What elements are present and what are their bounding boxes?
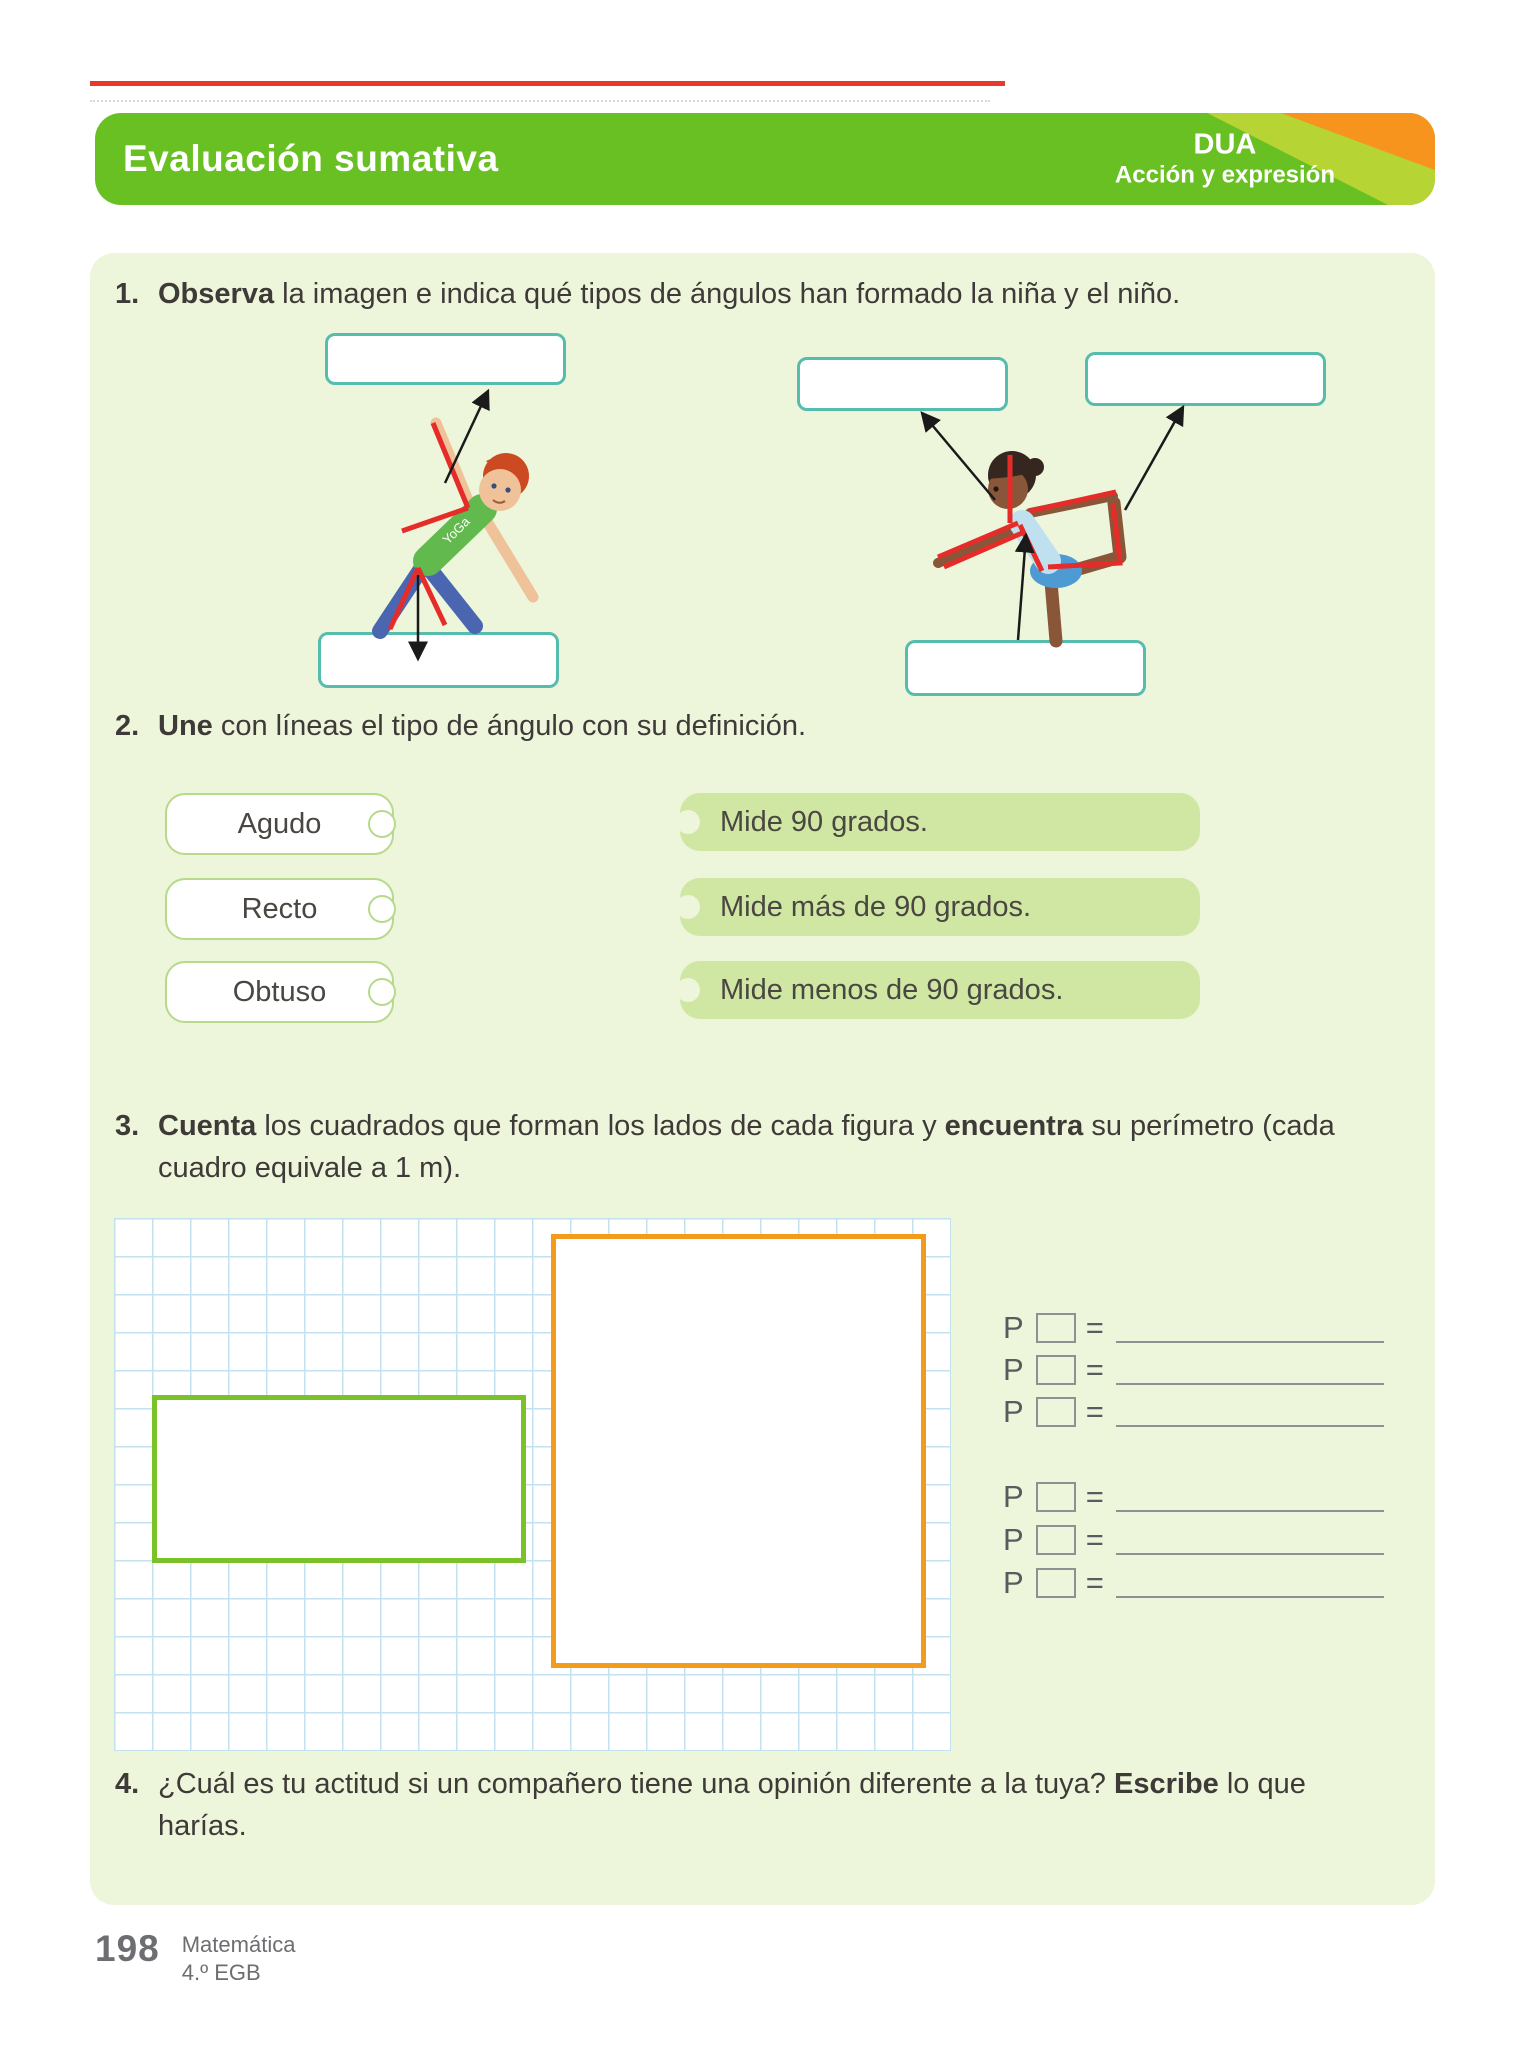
- top-red-rule: [90, 81, 1005, 86]
- angle-pill-label: Recto: [241, 892, 318, 925]
- figure-color-box: [1036, 1397, 1076, 1427]
- angle-pill-obtuso[interactable]: [165, 961, 394, 1023]
- connector-dot[interactable]: [676, 810, 700, 834]
- angle-pill-label: Agudo: [237, 807, 322, 840]
- figure-color-box: [1036, 1355, 1076, 1385]
- page-footer: [95, 1928, 295, 1986]
- connector-dot[interactable]: [368, 895, 396, 923]
- perimeter-label: P: [1003, 1394, 1024, 1429]
- perimeter-label: P: [1003, 1565, 1024, 1600]
- question-1: [115, 273, 1395, 315]
- definition-pill-label: Mide más de 90 grados.: [720, 890, 1032, 923]
- figure-color-box: [1036, 1568, 1076, 1598]
- perimeter-answer-line[interactable]: [1116, 1349, 1384, 1385]
- squared-grid: [114, 1218, 951, 1751]
- question-4: [115, 1763, 1387, 1847]
- definition-pill-menos-90[interactable]: [680, 961, 1200, 1019]
- arrow-to-right-box-icon: [1125, 407, 1183, 510]
- definition-pill-label: Mide menos de 90 grados.: [720, 973, 1064, 1006]
- angle-pill-label: Obtuso: [232, 975, 327, 1008]
- top-dotted-rule: [90, 100, 990, 102]
- perimeter-row: [1003, 1345, 1384, 1385]
- page-title: Evaluación sumativa: [123, 138, 499, 179]
- perimeter-label: P: [1003, 1310, 1024, 1345]
- boy-shirt-label: YoGa: [439, 513, 473, 548]
- perimeter-answer-line[interactable]: [1116, 1519, 1384, 1555]
- perimeter-answer-line[interactable]: [1116, 1476, 1384, 1512]
- question-2-number: 2.: [115, 710, 140, 742]
- perimeter-row: [1003, 1472, 1384, 1512]
- question-3-text: Cuenta los cuadrados que forman los lados de cada figura y encuentra su perímetro (cada cuadro equivale a 1 m).: [158, 1110, 1335, 1185]
- footer-meta: [182, 1928, 296, 1986]
- arrow-to-bottom-box-icon: [1018, 535, 1026, 640]
- perimeter-label: P: [1003, 1352, 1024, 1387]
- perimeter-answer-line[interactable]: [1116, 1391, 1384, 1427]
- question-2: [115, 705, 1395, 747]
- footer-subject: Matemática: [181, 1932, 296, 1957]
- angle-pill-recto[interactable]: [165, 878, 394, 940]
- figure-color-box: [1036, 1313, 1076, 1343]
- content-panel: [90, 253, 1435, 1905]
- question-3-number: 3.: [115, 1110, 140, 1142]
- perimeter-answer-line[interactable]: [1116, 1562, 1384, 1598]
- perimeter-row: [1003, 1515, 1384, 1555]
- question-1-text: Observa la imagen e indica qué tipos de ángulos han formado la niña y el niño.: [158, 278, 1181, 310]
- definition-pill-label: Mide 90 grados.: [720, 805, 928, 838]
- perimeter-row: [1003, 1558, 1384, 1598]
- figure-color-box: [1036, 1482, 1076, 1512]
- question-3: [115, 1105, 1370, 1189]
- perimeter-answer-line[interactable]: [1116, 1307, 1384, 1343]
- dua-badge-subtitle: Acción y expresión: [1114, 161, 1335, 189]
- arrow-to-top-box-icon: [445, 391, 488, 483]
- perimeter-label: P: [1003, 1522, 1024, 1557]
- question-1-number: 1.: [115, 278, 140, 310]
- boy-yoga-illustration: [290, 373, 570, 663]
- connector-dot[interactable]: [676, 978, 700, 1002]
- equals-sign: =: [1085, 1565, 1104, 1600]
- arrow-to-left-box-icon: [922, 413, 995, 500]
- equals-sign: =: [1085, 1479, 1104, 1514]
- equals-sign: =: [1085, 1352, 1104, 1387]
- equals-sign: =: [1085, 1394, 1104, 1429]
- green-rectangle-figure: [152, 1395, 526, 1563]
- perimeter-row: [1003, 1387, 1384, 1427]
- question-4-number: 4.: [115, 1768, 140, 1800]
- question-2-text: Une con líneas el tipo de ángulo con su definición.: [158, 710, 807, 742]
- equals-sign: =: [1085, 1310, 1104, 1345]
- connector-dot[interactable]: [368, 810, 396, 838]
- section-banner: [95, 113, 1435, 205]
- girl-yoga-illustration: [880, 375, 1200, 665]
- question-4-text: ¿Cuál es tu actitud si un compañero tiene una opinión diferente a la tuya? Escribe lo que harías.: [158, 1768, 1306, 1843]
- figure-color-box: [1036, 1525, 1076, 1555]
- equals-sign: =: [1085, 1522, 1104, 1557]
- orange-rectangle-figure: [551, 1234, 926, 1668]
- footer-grade: 4.º EGB: [181, 1959, 261, 1985]
- connector-dot[interactable]: [676, 895, 700, 919]
- perimeter-label: P: [1003, 1479, 1024, 1514]
- dua-badge-title: DUA: [1193, 128, 1257, 161]
- perimeter-row: [1003, 1303, 1384, 1343]
- dua-badge: [1115, 129, 1335, 190]
- definition-pill-mas-90[interactable]: [680, 878, 1200, 936]
- page-number: 198: [95, 1928, 160, 1969]
- angle-pill-agudo[interactable]: [165, 793, 394, 855]
- connector-dot[interactable]: [368, 978, 396, 1006]
- definition-pill-90[interactable]: [680, 793, 1200, 851]
